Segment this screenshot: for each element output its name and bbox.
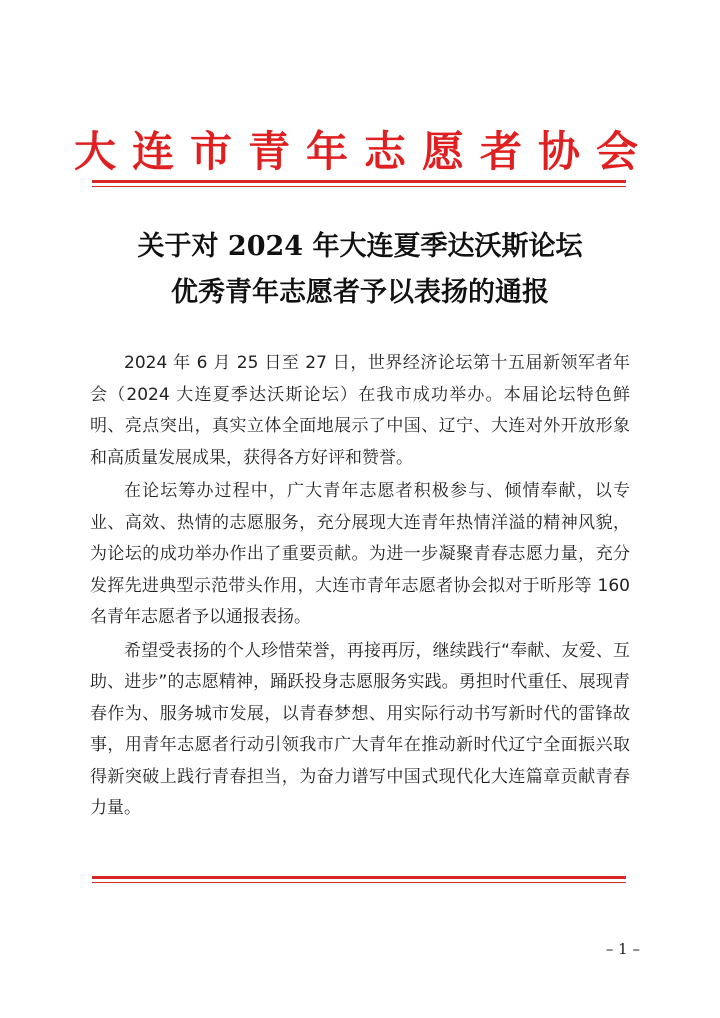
title-line-1: 关于对 2024 年大连夏季达沃斯论坛 [137,231,583,262]
footer-divider-thin [92,882,626,883]
document-title [0,224,720,316]
body-paragraph-3: 希望受表扬的个人珍惜荣誉，再接再厉，继续践行“奉献、友爱、互助、进步”的志愿精神，踊跃投身志愿服务实践。勇担时代重任、展现青春作为、服务城市发展，以青春梦想、用实际行动书写新时代的雷锋故事，用青年志愿者行动引领我市广大青年在推动新时代辽宁全面振兴取得新突破上践行青春担当，为奋力谱写中国式现代化大连篇章贡献青春力量。 [90,640,630,818]
title-line-2: 优秀青年志愿者予以表扬的通报 [171,277,549,308]
document-body [90,348,630,827]
page-number: – 1 – [605,940,640,958]
footer-divider [92,876,626,883]
organization-header: 大连市青年志愿者协会 [73,127,654,176]
header-divider-thin [92,186,626,187]
body-paragraph-1: 2024 年 6 月 25 日至 27 日，世界经济论坛第十五届新领军者年会（2024 大连夏季达沃斯论坛）在我市成功举办。本届论坛特色鲜明、亮点突出，真实立体全面地展示了中国、辽宁、大连对外开放形象和高质量发展成果，获得各方好评和赞誉。 [90,353,630,468]
body-paragraph-2: 在论坛筹办过程中，广大青年志愿者积极参与、倾情奉献，以专业、高效、热情的志愿服务，充分展现大连青年热情洋溢的精神风貌，为论坛的成功举办作出了重要贡献。为进一步凝聚青春志愿力量，充分发挥先进典型示范带头作用，大连市青年志愿者协会拟对于昕彤等 160 名青年志愿者予以通报表扬。 [90,481,630,627]
header-divider [92,180,626,187]
